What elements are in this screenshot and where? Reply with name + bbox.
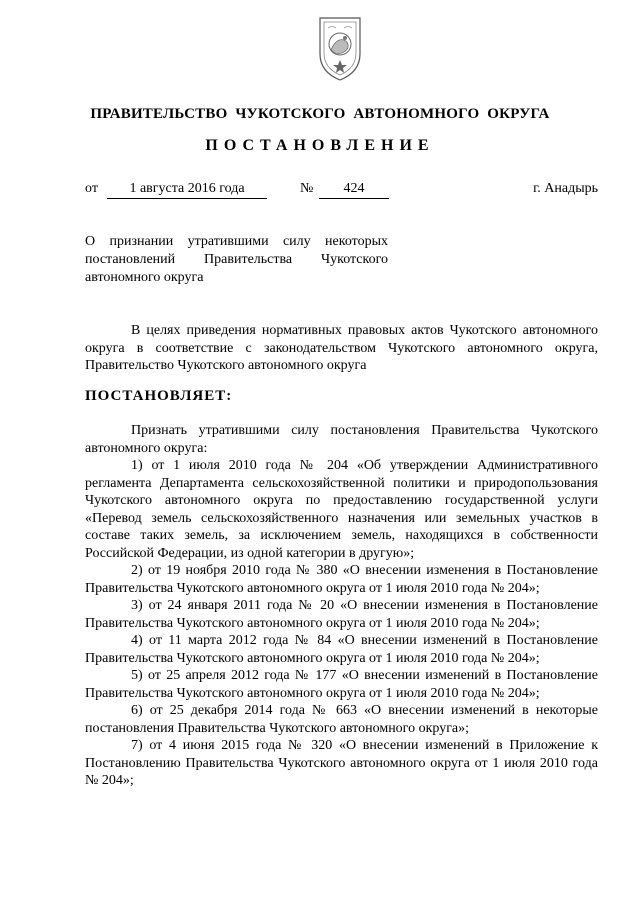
- body-paragraph-item-4: 4) от 11 марта 2012 года № 84 «О внесении изменений в Постановление Правительства Чукотского автономного округа от 1 июля 2010 года № 204»;: [85, 633, 598, 666]
- coat-of-arms-emblem: [314, 14, 366, 84]
- document-place: г. Анадырь: [533, 181, 598, 196]
- body-paragraph-item-3: 3) от 24 января 2011 года № 20 «О внесении изменения в Постановление Правительства Чукотского автономного округа от 1 июля 2010 года № 204»;: [85, 598, 598, 631]
- preamble-paragraph: В целях приведения нормативных правовых актов Чукотского автономного округа в соответствие с законодательством Чукотского автономного округа, Правительство Чукотского автономного округа: [85, 323, 598, 373]
- body-paragraph-item-6: 6) от 25 декабря 2014 года № 663 «О внесении изменений в некоторые постановления Правительства Чукотского автономного округа»;: [85, 703, 598, 736]
- document-date: 1 августа 2016 года: [107, 181, 267, 199]
- date-label: от: [85, 181, 98, 196]
- body-paragraph-intro: Признать утратившими силу постановления Правительства Чукотского автономного округа:: [85, 423, 598, 456]
- document-subject: О признании утратившими силу некоторых постановлений Правительства Чукотского автономного округа: [85, 234, 388, 285]
- document-type-title: ПОСТАНОВЛЕНИЕ: [205, 137, 435, 154]
- document-body: [85, 422, 598, 790]
- body-paragraph-item-1: 1) от 1 июля 2010 года № 204 «Об утверждении Административного регламента Департамента сельскохозяйственной политики и природопользования Чукотского автономного округа по предоставлению государственной услуги «Перевод земель сельскохозяйственного назначения или земельных участков в составе таких земель, за исключением земель, находящихся в собственности Российской Федерации, из одной категории в другую»;: [85, 458, 598, 561]
- document-meta-row: [85, 181, 598, 203]
- document-number: 424: [319, 181, 389, 199]
- body-paragraph-item-7: 7) от 4 июня 2015 года № 320 «О внесении изменений в Приложение к Постановлению Правительства Чукотского автономного округа от 1 июля 2010 года № 204»;: [85, 738, 598, 788]
- number-label: №: [300, 181, 314, 196]
- body-paragraph-item-2: 2) от 19 ноября 2010 года № 380 «О внесении изменения в Постановление Правительства Чукотского автономного округа от 1 июля 2010 года № 204»;: [85, 563, 598, 596]
- government-title: ПРАВИТЕЛЬСТВО ЧУКОТСКОГО АВТОНОМНОГО ОКРУГА: [90, 106, 550, 122]
- body-paragraph-item-5: 5) от 25 апреля 2012 года № 177 «О внесении изменений в Постановление Правительства Чукотского автономного округа от 1 июля 2010 года № 204»;: [85, 668, 598, 701]
- decree-heading: ПОСТАНОВЛЯЕТ:: [85, 388, 233, 404]
